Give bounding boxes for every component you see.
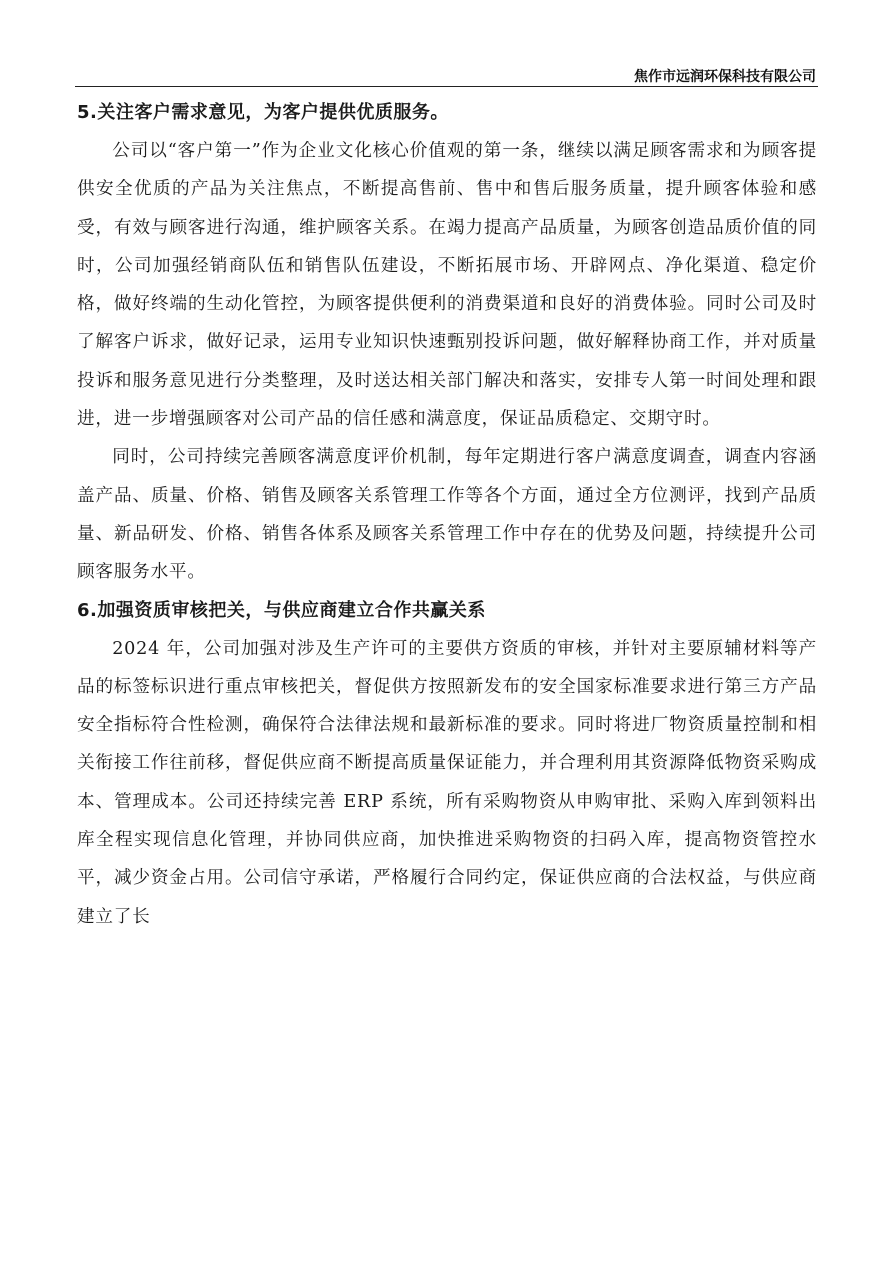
section-heading: 6.加强资质审核把关，与供应商建立合作共赢关系: [77, 599, 486, 621]
section-heading: 5.关注客户需求意见，为客户提供优质服务。: [77, 102, 449, 123]
document-body: [77, 94, 817, 936]
body-paragraph: 公司以“客户第一”作为企业文化核心价值观的第一条，继续以满足顾客需求和为顾客提供安全优质的产品为关注焦点，不断提高售前、售中和售后服务质量，提升顾客体验和感受，有效与顾客进行沟通，维护顾客关系。在竭力提高产品质量，为顾客创造品质价值的同时，公司加强经销商队伍和销售队伍建设，不断拓展市场、开辟网点、净化渠道、稳定价格，做好终端的生动化管控，为顾客提供便利的消费渠道和良好的消费体验。同时公司及时了解客户诉求，做好记录，运用专业知识快速甄别投诉问题，做好解释协商工作，并对质量投诉和服务意见进行分类整理，及时送达相关部门解决和落实，安排专人第一时间处理和跟进，进一步增强顾客对公司产品的信任感和满意度，保证品质稳定、交期守时。: [77, 141, 817, 430]
header-divider: [75, 86, 818, 87]
body-paragraph: 2024 年，公司加强对涉及生产许可的主要供方资质的审核，并针对主要原辅材料等产品的标签标识进行重点审核把关，督促供方按照新发布的安全国家标准要求进行第三方产品安全指标符合性检测，确保符合法律法规和最新标准的要求。同时将进厂物资质量控制和相关衔接工作往前移，督促供应商不断提高质量保证能力，并合理利用其资源降低物资采购成本、管理成本。公司还持续完善 ERP 系统，所有采购物资从申购审批、采购入库到领料出库全程实现信息化管理，并协同供应商，加快推进采购物资的扫码入库，提高物资管控水平，减少资金占用。公司信守承诺，严格履行合同约定，保证供应商的合法权益，与供应商建立了长: [77, 638, 817, 927]
body-paragraph: 同时，公司持续完善顾客满意度评价机制，每年定期进行客户满意度调查，调查内容涵盖产品、质量、价格、销售及顾客关系管理工作等各个方面，通过全方位测评，找到产品质量、新品研发、价格、销售各体系及顾客关系管理工作中存在的优势及问题，持续提升公司顾客服务水平。: [77, 447, 817, 583]
header-company-name: 焦作市远润环保科技有限公司: [634, 69, 816, 85]
